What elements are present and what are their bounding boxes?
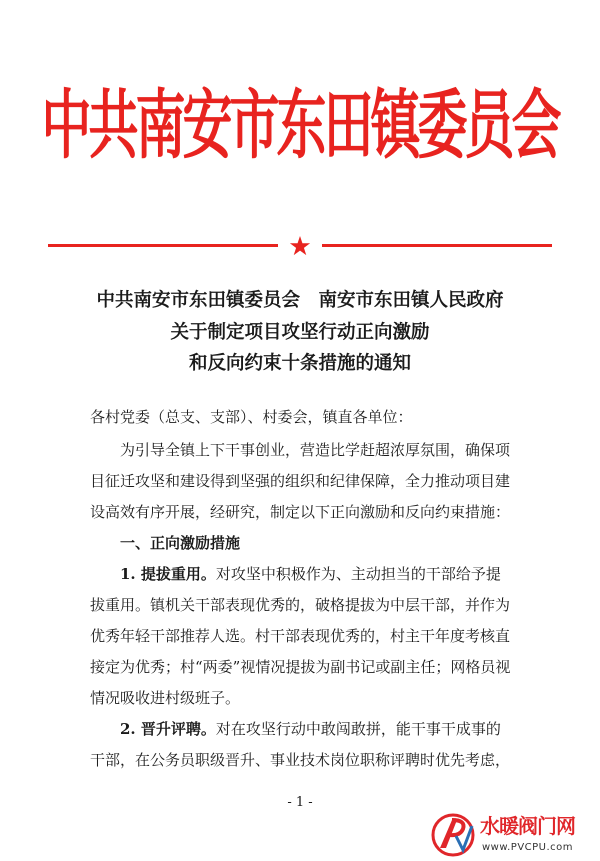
notice-title-line-2: 关于制定项目攻坚行动正向激励 [170,322,430,343]
masthead-title: 中共南安市东田镇委员会 [41,82,559,169]
divider-line-right [322,244,552,247]
item-1-heading: 1. 提拔重用。 [120,565,216,583]
item-2-first-line [120,722,501,737]
intro-line: 目征迁攻坚和建设得到坚强的组织和纪律保障，全力推动项目建 [90,472,511,490]
item-1-line: 情况吸收进村级班子。 [90,689,241,707]
watermark-title: 水暖阀门网 [480,814,575,838]
item-2-line: 干部，在公务员职级晋升、事业技术岗位职称评聘时优先考虑， [90,751,511,769]
salutation: 各村党委（总支、支部）、村委会，镇直各单位： [90,408,413,426]
item-1-line: 优秀年轻干部推荐人选。村干部表现优秀的，村主干年度考核直 [90,627,511,645]
pv-logo-icon [430,812,476,858]
item-1-line: 拔重用。镇机关干部表现优秀的，破格提拔为中层干部，并作为 [90,596,511,614]
intro-line: 设高效有序开展，经研究，制定以下正向激励和反向约束措施： [90,503,511,521]
section-heading: 一、正向激励措施 [120,534,241,552]
notice-title-line-3: 和反向约束十条措施的通知 [188,353,411,374]
item-2-text: 对在攻坚行动中敢闯敢拼，能干事干成事的 [215,720,501,738]
item-1-line: 接定为优秀；村“两委”视情况提拔为副书记或副主任；网格员视 [90,658,511,676]
intro-line: 为引导全镇上下干事创业，营造比学赶超浓厚氛围，确保项 [120,441,511,459]
watermark-url: www.PVCPU.com [482,842,574,853]
item-1-text: 对攻坚中积极作为、主动担当的干部给予提 [215,565,501,583]
item-2-heading: 2. 晋升评聘。 [120,720,216,738]
red-divider [48,236,552,256]
divider-line-left [48,244,278,247]
page-number: - 1 - [287,795,313,810]
star-icon [289,236,311,256]
notice-title-line-1: 中共南安市东田镇委员会 南安市东田镇人民政府 [96,290,504,311]
item-1-first-line [120,567,501,582]
watermark [430,812,600,861]
